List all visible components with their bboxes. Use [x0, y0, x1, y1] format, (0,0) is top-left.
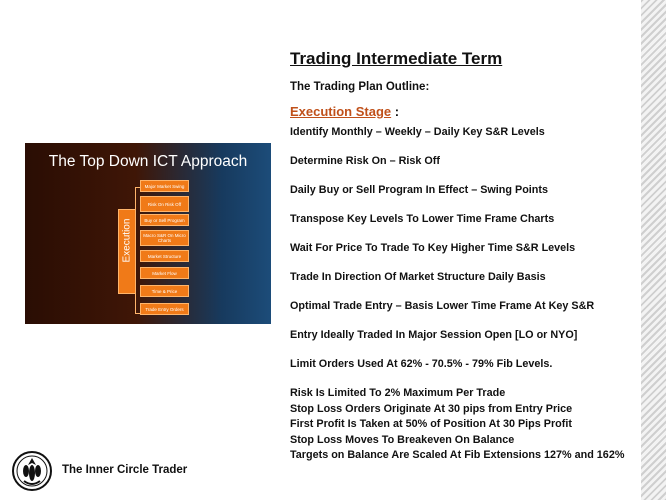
diagram-step: Trade Entry Orders — [140, 303, 189, 315]
risk-line: Stop Loss Orders Originate At 30 pips from Entry Price — [290, 402, 573, 415]
stage-label: Execution Stage — [290, 104, 392, 119]
plan-item: Wait For Price To Trade To Key Higher Time S&R Levels — [290, 242, 576, 254]
plan-item: Identify Monthly – Weekly – Daily Key S&R Levels — [290, 126, 545, 138]
risk-line: Targets on Balance Are Scaled At Fib Extensions 127% and 162% — [290, 449, 625, 461]
diagram-step: Macro S&R On Micro Charts — [140, 230, 189, 246]
plan-item: Determine Risk On – Risk Off — [290, 155, 441, 167]
plan-item: Optimal Trade Entry – Basis Lower Time Frame At Key S&R — [290, 300, 595, 312]
plan-item: Entry Ideally Traded In Major Session Open [LO or NYO] — [290, 329, 578, 341]
risk-line: Stop Loss Moves To Breakeven On Balance — [290, 433, 515, 446]
diagram-title: The Top Down ICT Approach — [48, 153, 248, 170]
brand-name: The Inner Circle Trader — [62, 464, 188, 476]
diagram-step: Market Structure — [140, 250, 189, 262]
risk-line: First Profit Is Taken at 50% of Position At 30 Pips Profit — [290, 418, 572, 430]
plan-item: Trade In Direction Of Market Structure Daily Basis — [290, 271, 546, 283]
ict-logo-icon — [12, 451, 52, 491]
diagram-step: Risk On Risk Off — [140, 196, 189, 212]
top-down-diagram — [25, 143, 271, 324]
side-stripe — [641, 0, 666, 500]
execution-stage-heading — [290, 104, 399, 119]
diagram-step: Time & Price — [140, 285, 189, 297]
diagram-step: Major Market Swing — [140, 180, 189, 192]
plan-item: Daily Buy or Sell Program In Effect – Swing Points — [290, 184, 548, 196]
diagram-step: Market Flow — [140, 267, 189, 279]
diagram-step: Buy or Sell Program — [140, 214, 189, 226]
plan-item: Transpose Key Levels To Lower Time Frame Charts — [290, 213, 555, 225]
risk-line: Risk Is Limited To 2% Maximum Per Trade — [290, 387, 506, 399]
slide-title: Trading Intermediate Term — [290, 49, 503, 68]
risk-rules — [290, 386, 624, 464]
slide-subtitle: The Trading Plan Outline: — [290, 81, 430, 93]
execution-label: Execution — [121, 218, 133, 263]
stage-suffix: : — [391, 104, 400, 119]
plan-item: Limit Orders Used At 62% - 70.5% - 79% Fib Levels. — [290, 358, 553, 370]
